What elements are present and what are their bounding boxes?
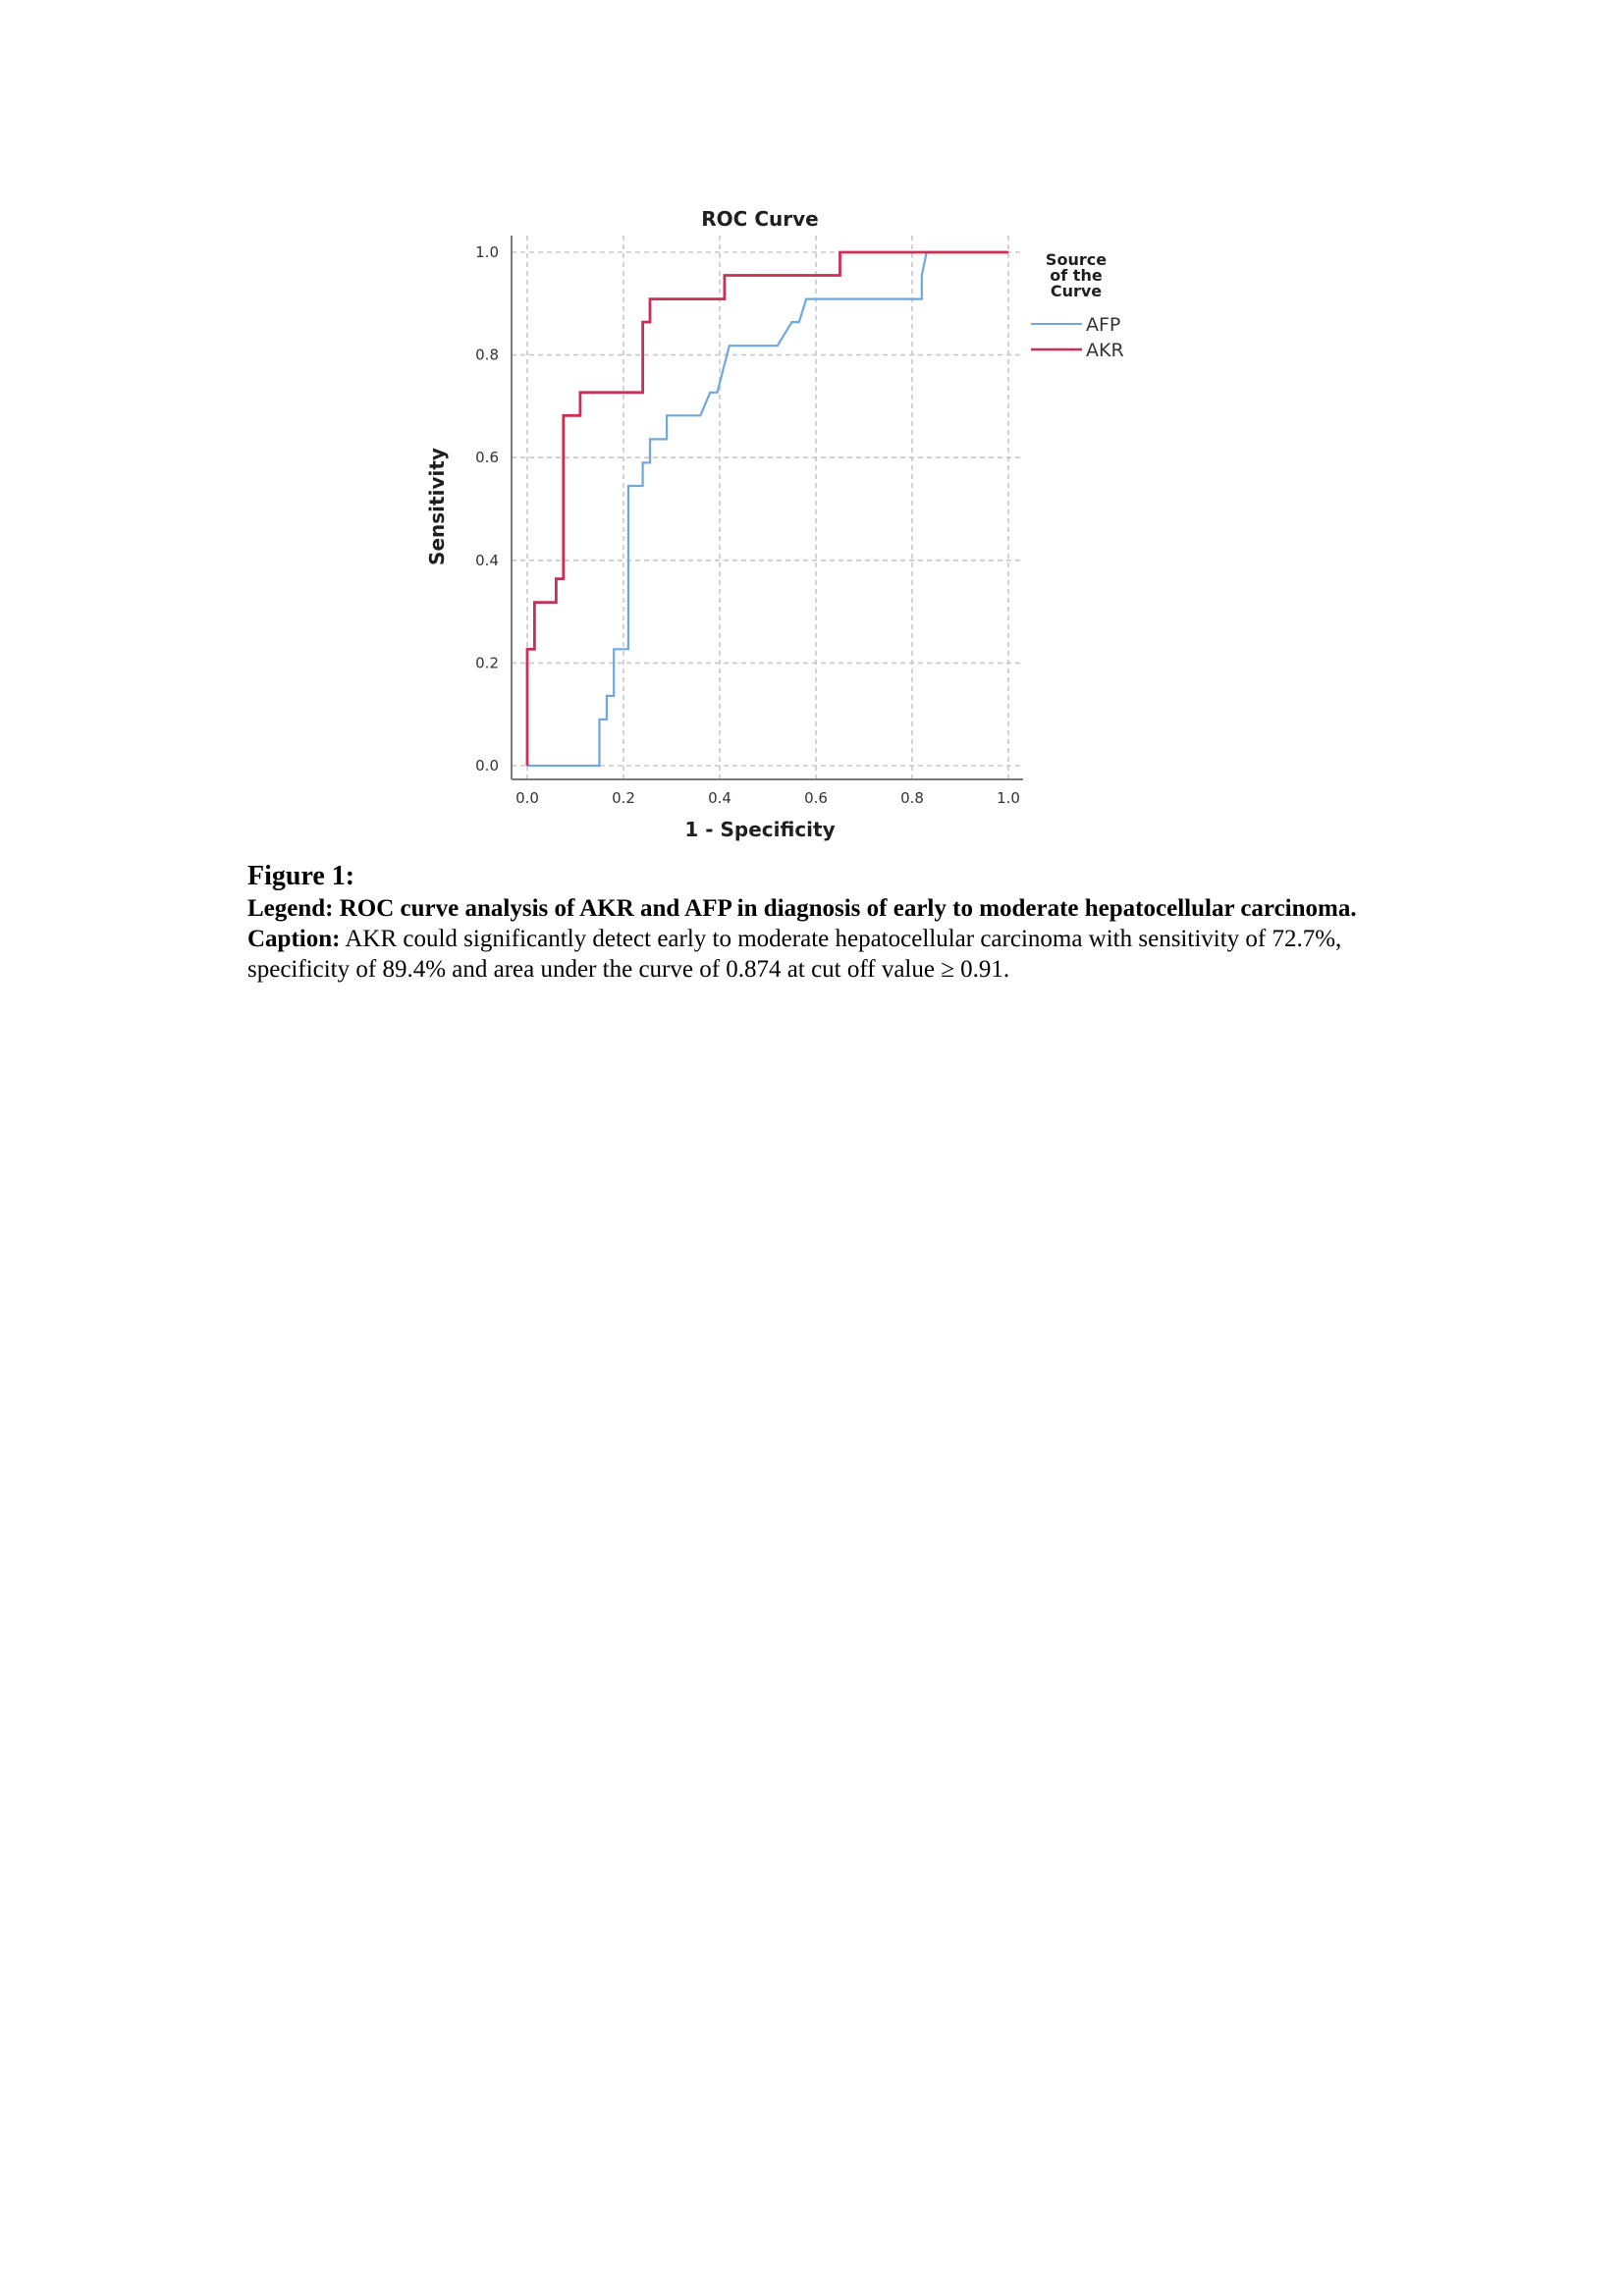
x-axis-title: 1 - Specificity: [684, 818, 836, 841]
caption-label: Caption:: [247, 926, 341, 952]
x-tick-label: 0.6: [804, 789, 828, 807]
figure-legend-text: Legend: ROC curve analysis of AKR and AFP in diagnosis of early to moderate hepatocellular carcinoma.: [247, 895, 1357, 922]
y-axis-title: Sensitivity: [425, 448, 449, 565]
x-tick-label: 1.0: [997, 789, 1020, 807]
figure-caption-text: [247, 924, 1394, 985]
x-tick-label: 0.8: [900, 789, 924, 807]
legend-title-line: Source: [1045, 250, 1108, 269]
y-tick-label: 1.0: [475, 243, 499, 261]
x-tick-label: 0.4: [708, 789, 731, 807]
y-tick-label: 0.8: [475, 346, 499, 364]
series-line-afp: [527, 252, 1008, 766]
legend: [1031, 250, 1124, 361]
series: [527, 252, 1008, 766]
legend-label-afp: AFP: [1086, 314, 1121, 336]
legend-title-line: Curve: [1050, 282, 1103, 300]
x-tick-label: 0.0: [515, 789, 539, 807]
figure-caption: [247, 860, 1394, 985]
axes: [512, 236, 1023, 779]
grid: [512, 236, 1023, 779]
legend-title-line: of the: [1050, 266, 1103, 285]
x-tick-label: 0.2: [612, 789, 635, 807]
y-tick-label: 0.2: [475, 654, 499, 672]
chart-title: ROC Curve: [701, 207, 819, 231]
y-tick-label: 0.4: [475, 551, 499, 569]
y-tick-label: 0.6: [475, 449, 499, 467]
y-tick-label: 0.0: [475, 757, 499, 774]
caption-body: AKR could significantly detect early to moderate hepatocellular carcinoma with sensitivity of 72.7%, specificity of 89.4% and area under the curve of 0.874 at cut off value ≥ 0.91.: [247, 926, 1342, 983]
legend-label-akr: AKR: [1086, 340, 1124, 361]
tick-labels: [475, 243, 1020, 807]
figure-number: Figure 1:: [247, 861, 355, 891]
series-line-akr: [527, 252, 1008, 766]
